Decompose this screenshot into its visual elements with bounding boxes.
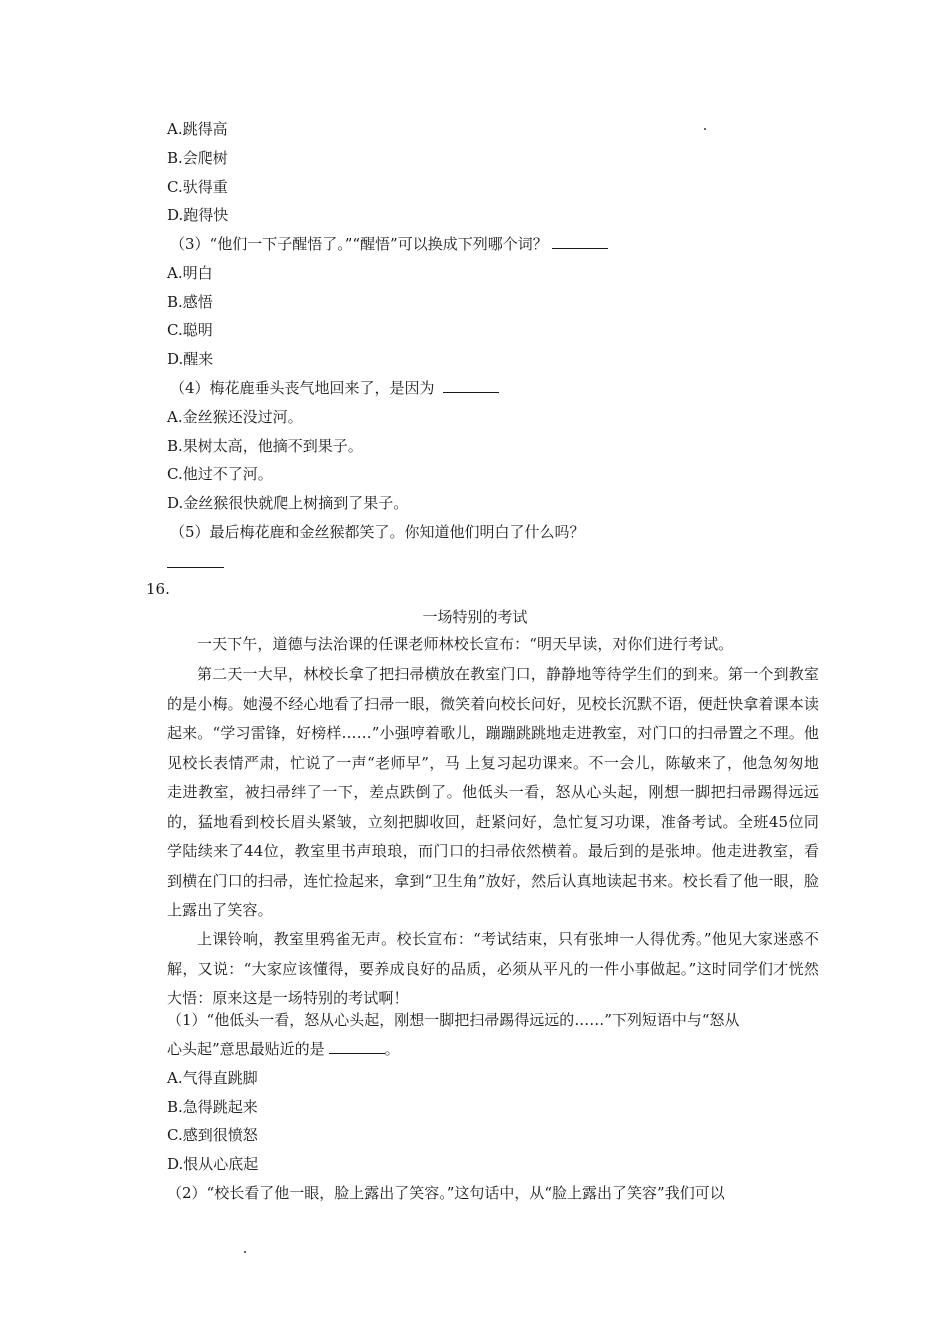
question-1-text: 心头起”意思最贴近的是: [167, 1040, 325, 1058]
option-b: B.果树太高，他摘不到果子。: [167, 437, 363, 455]
option-d: D.恨从心底起: [167, 1155, 259, 1173]
question-1-line-1: （1）“他低头一看，怒从心头起，刚想一脚把扫帚踢得远远的……”下列短语中与“怒从: [167, 1011, 740, 1029]
passage-paragraph: 上课铃响，教室里鸦雀无声。校长宣布：“考试结束，只有张坤一人得优秀。”他见大家迷惑不解，又说：“大家应该懂得，要养成良好的品质，必须从平凡的一件小事做起。”这时同学们才恍然大悟：原来这是一场特别的考试啊！: [167, 930, 819, 1007]
scan-mark: [704, 128, 706, 130]
option-b: B.会爬树: [167, 149, 228, 167]
question-2-line: （2）“校长看了他一眼，脸上露出了笑容。”这句话中，从“脸上露出了笑容”我们可以: [167, 1184, 725, 1202]
option-a: A.金丝猴还没过河。: [167, 408, 303, 426]
answer-blank: [167, 567, 224, 568]
option-c: C.他过不了河。: [167, 465, 273, 483]
question-4-text: （4）梅花鹿垂头丧气地回来了，是因为: [170, 379, 435, 397]
question-4-prompt: [170, 378, 499, 398]
option-d: D.醒来: [167, 350, 214, 368]
question-5-prompt: （5）最后梅花鹿和金丝猴都笑了。你知道他们明白了什么吗？: [170, 523, 585, 541]
option-a: A.明白: [167, 264, 213, 282]
option-d: D.跑得快: [167, 206, 229, 224]
answer-blank: [443, 378, 499, 393]
question-3-prompt: [170, 234, 608, 254]
answer-blank: [552, 234, 608, 249]
option-b: B.急得跳起来: [167, 1098, 258, 1116]
passage-paragraph: 一天下午，道德与法治课的任课老师林校长宣布：“明天早读，对你们进行考试。: [197, 635, 734, 653]
question-number: 16.: [146, 580, 170, 598]
option-c: C.聪明: [167, 321, 213, 339]
option-b: B.感悟: [167, 293, 213, 311]
option-a: A.气得直跳脚: [167, 1069, 258, 1087]
question-3-text: （3）“他们一下子醒悟了。”“醒悟”可以换成下列哪个词？: [170, 235, 548, 253]
passage-paragraph: 第二天一大早，林校长拿了把扫帚横放在教室门口，静静地等待学生们的到来。第一个到教室的是小梅。她漫不经心地看了扫帚一眼，微笑着向校长问好，见校长沉默不语，便赶快拿着课本读起来。“学习雷锋，好榜样……”小强哼着歌儿，蹦蹦跳跳地走进教室，对门口的扫帚置之不理。他见校长表情严肃，忙说了一声“老师早”，马 上复习起功课来。不一会儿，陈敏来了，他急匆匆地走进教室，被扫帚绊了一下，差点跌倒了。他低头一看，怒从心头起，刚想一脚把扫帚踢得远远的，猛地看到校长眉头紧皱，立刻把脚收回，赶紧问好，急忙复习功课，准备考试。全班45位同学陆续来了44位，教室里书声琅琅，而门口的扫帚依然横着。最后到的是张坤。他走进教室，看到横在门口的扫帚，连忙捡起来，拿到“卫生角”放好，然后认真地读起书来。校长看了他一眼，脸上露出了笑容。: [167, 665, 819, 919]
passage-title: 一场特别的考试: [422, 608, 528, 626]
question-1-line-2: [167, 1039, 400, 1059]
option-a: A.跳得高: [167, 120, 228, 138]
option-d: D.金丝猴很快就爬上树摘到了果子。: [167, 494, 409, 512]
question-1-end: 。: [384, 1040, 400, 1058]
scan-mark: [244, 1251, 246, 1253]
answer-blank: [329, 1039, 385, 1054]
option-c: C.驮得重: [167, 178, 228, 196]
option-c: C.感到很愤怒: [167, 1126, 258, 1144]
